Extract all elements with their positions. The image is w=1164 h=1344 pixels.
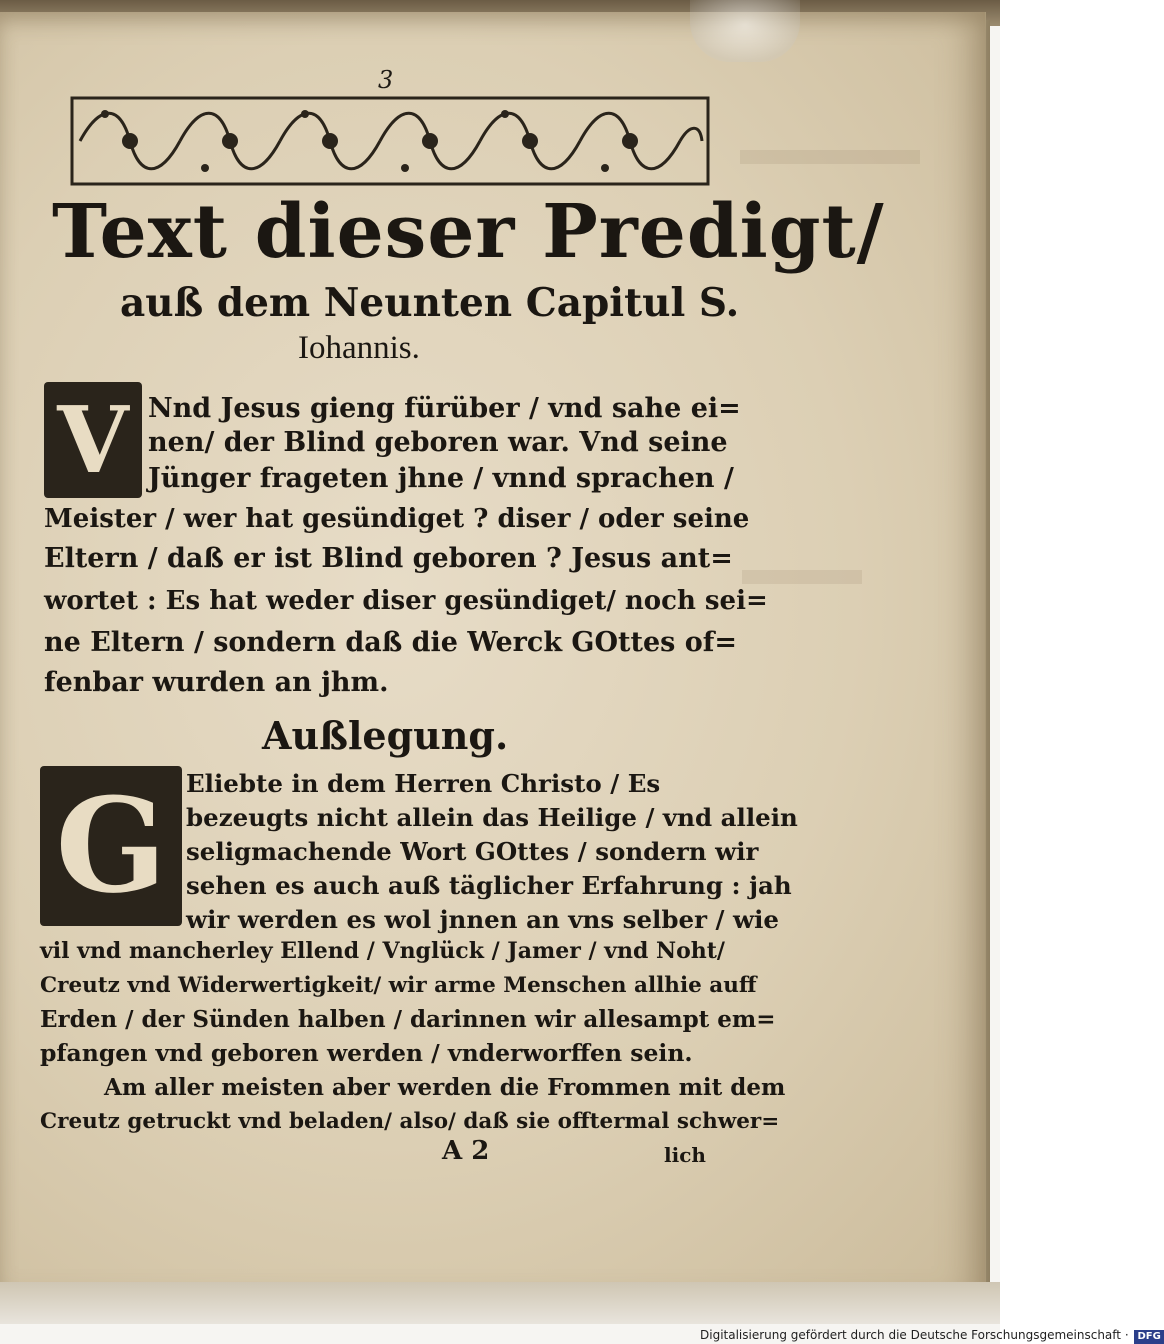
page-number: 3 [378,66,394,94]
drop-cap-g: G [40,766,182,926]
bible-line: Jünger frageten jhne / vnnd sprachen / [148,463,734,494]
catchword: lich [664,1143,706,1167]
digitization-credit [700,1326,1161,1344]
dfg-logo-icon: DFG [1134,1330,1163,1344]
page-title: Text dieser Predigt/ [52,189,885,275]
bible-line: ne Eltern / sondern daß die Werck GOttes of= [44,627,737,658]
page-subtitle-continued: Iohannis. [298,330,420,366]
body-line: Am aller meisten aber werden die Frommen mit dem [104,1074,786,1101]
body-line: pfangen vnd geboren werden / vnderworffen sein. [40,1039,693,1067]
bleed-through-mark [742,570,862,584]
section-heading: Außlegung. [262,713,509,758]
body-line: Creutz vnd Widerwertigkeit/ wir arme Menschen allhie auff [40,973,757,998]
body-line: Eliebte in dem Herren Christo / Es [186,769,661,798]
body-line: Creutz getruckt vnd beladen/ also/ daß sie offtermal schwer= [40,1109,780,1134]
bible-line: wortet : Es hat weder diser gesündiget/ noch sei= [44,586,768,616]
bible-line: Eltern / daß er ist Blind geboren ? Jesus ant= [44,543,733,574]
body-line: wir werden es wol jnnen an vns selber / wie [186,905,779,934]
body-line: Erden / der Sünden halben / darinnen wir allesampt em= [40,1006,776,1033]
ornament-border-icon [70,94,710,188]
glass-weight [690,0,800,62]
bleed-through-mark [740,150,920,164]
bible-line: Nnd Jesus gieng fürüber / vnd sahe ei= [148,393,741,424]
body-line: vil vnd mancherley Ellend / Vnglück / Jamer / vnd Noht/ [40,938,725,964]
bible-line: nen/ der Blind geboren war. Vnd seine [148,427,728,458]
bible-line: fenbar wurden an jhm. [44,667,389,698]
credit-text: Digitalisierung gefördert durch die Deutsche Forschungsgemeinschaft · [700,1328,1129,1342]
page-subtitle: auß dem Neunten Capitul S. [120,280,740,326]
body-line: sehen es auch auß täglicher Erfahrung : jah [186,871,792,900]
scan-backdrop-bottom [0,1282,1000,1324]
body-line: seligmachende Wort GOttes / sondern wir [186,837,759,866]
drop-cap-v: V [44,382,142,498]
bible-line: Meister / wer hat gesündiget ? diser / oder seine [44,504,750,534]
signature-mark: A 2 [442,1136,490,1166]
body-line: bezeugts nicht allein das Heilige / vnd allein [186,803,798,832]
